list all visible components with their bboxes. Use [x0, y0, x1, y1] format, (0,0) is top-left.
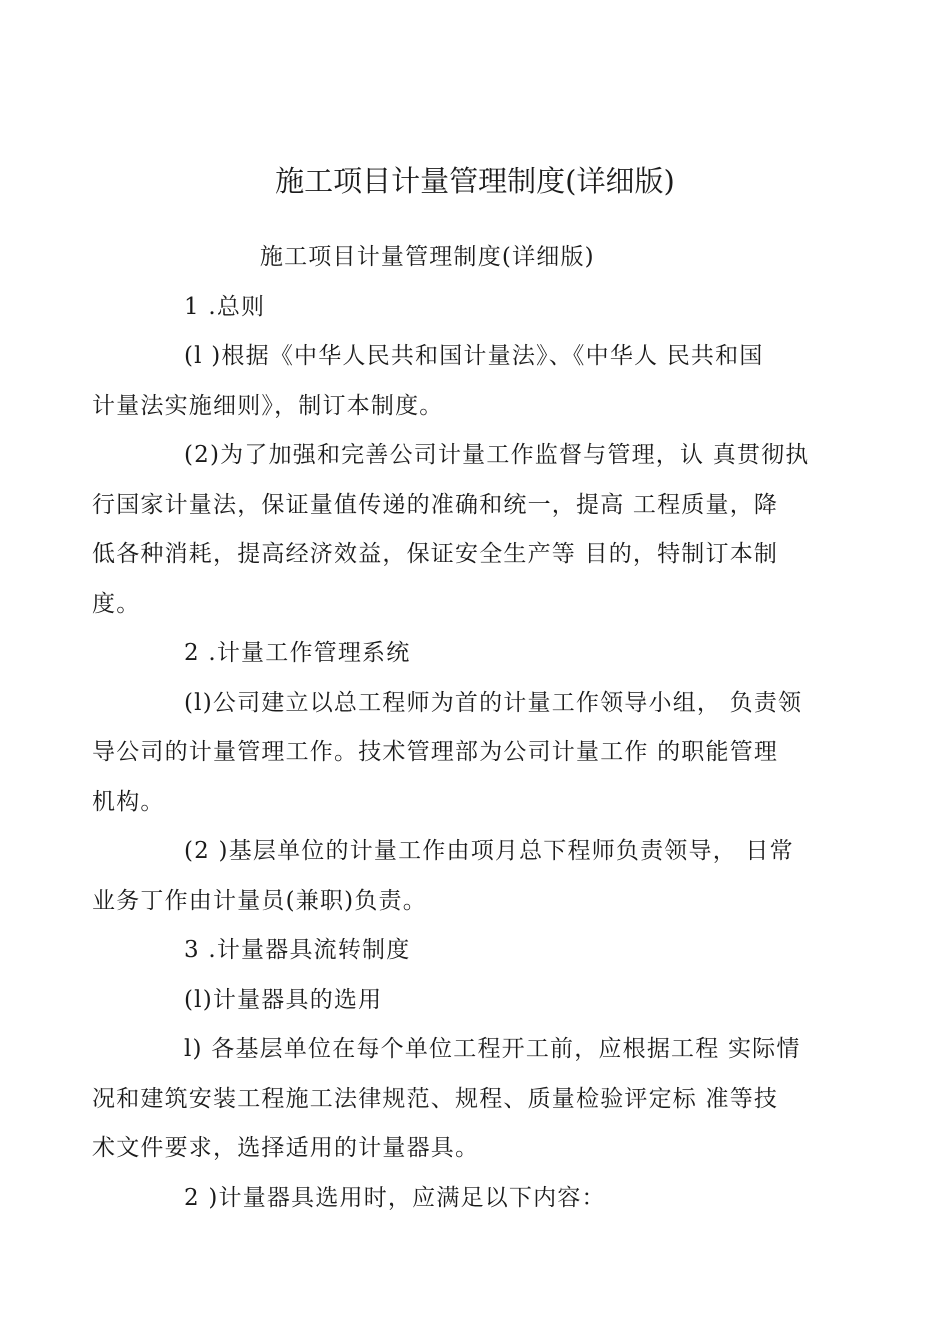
- text-line: (2 )基层单位的计量工作由项月总下程师负责领导， 日常: [184, 838, 794, 864]
- text-line: (l )根据《中华人民共和国计量法》、《中华人 民共和国: [184, 343, 764, 369]
- paragraph: [92, 679, 828, 828]
- text-line: 度。: [92, 590, 141, 617]
- text-line: 机构。: [92, 788, 165, 815]
- document-title: 施工项目计量管理制度(详细版): [275, 164, 675, 198]
- subsection-heading: [138, 976, 828, 1026]
- text-line: 3 .计量器具流转制度: [184, 937, 411, 963]
- text-line: (l)计量器具的选用: [184, 986, 383, 1013]
- section-heading-general: [138, 283, 828, 333]
- paragraph: [92, 431, 828, 629]
- paragraph: [92, 1025, 828, 1174]
- text-line: 行国家计量法，保证量值传递的准确和统一，提高 工程质量，降: [92, 491, 779, 518]
- text-line: 导公司的计量管理工作。技术管理部为公司计量工作 的职能管理: [92, 739, 779, 765]
- section-heading-instrument-circulation: [138, 926, 828, 976]
- text-line: (l)公司建立以总工程师为首的计量工作领导小组， 负责领: [184, 689, 803, 716]
- paragraph: [138, 1174, 828, 1224]
- text-line: 低各种消耗，提高经济效益，保证安全生产等 目的，特制订本制: [92, 541, 779, 567]
- section-heading-management-system: [138, 629, 828, 679]
- paragraph: [92, 332, 828, 431]
- text-line: 术文件要求，选择适用的计量器具。: [92, 1135, 480, 1161]
- text-line: 2 )计量器具选用时，应满足以下内容：: [184, 1184, 606, 1211]
- text-line: 2 .计量工作管理系统: [184, 640, 411, 666]
- text-line: 业务丁作由计量员(兼职)负责。: [92, 887, 427, 914]
- text-line: l) 各基层单位在每个单位工程开工前，应根据工程 实际情: [184, 1036, 801, 1062]
- text-line: 1 .总则: [184, 293, 266, 320]
- text-line: (2)为了加强和完善公司计量工作监督与管理，认 真贯彻执: [184, 442, 810, 468]
- document-subtitle: 施工项目计量管理制度(详细版): [259, 244, 595, 270]
- document-body: [92, 233, 828, 1223]
- paragraph: [92, 827, 828, 926]
- text-line: 计量法实施细则》，制订本制度。: [92, 392, 444, 419]
- text-line: 况和建筑安装工程施工法律规范、规程、质量检验评定标 准等技: [92, 1085, 779, 1112]
